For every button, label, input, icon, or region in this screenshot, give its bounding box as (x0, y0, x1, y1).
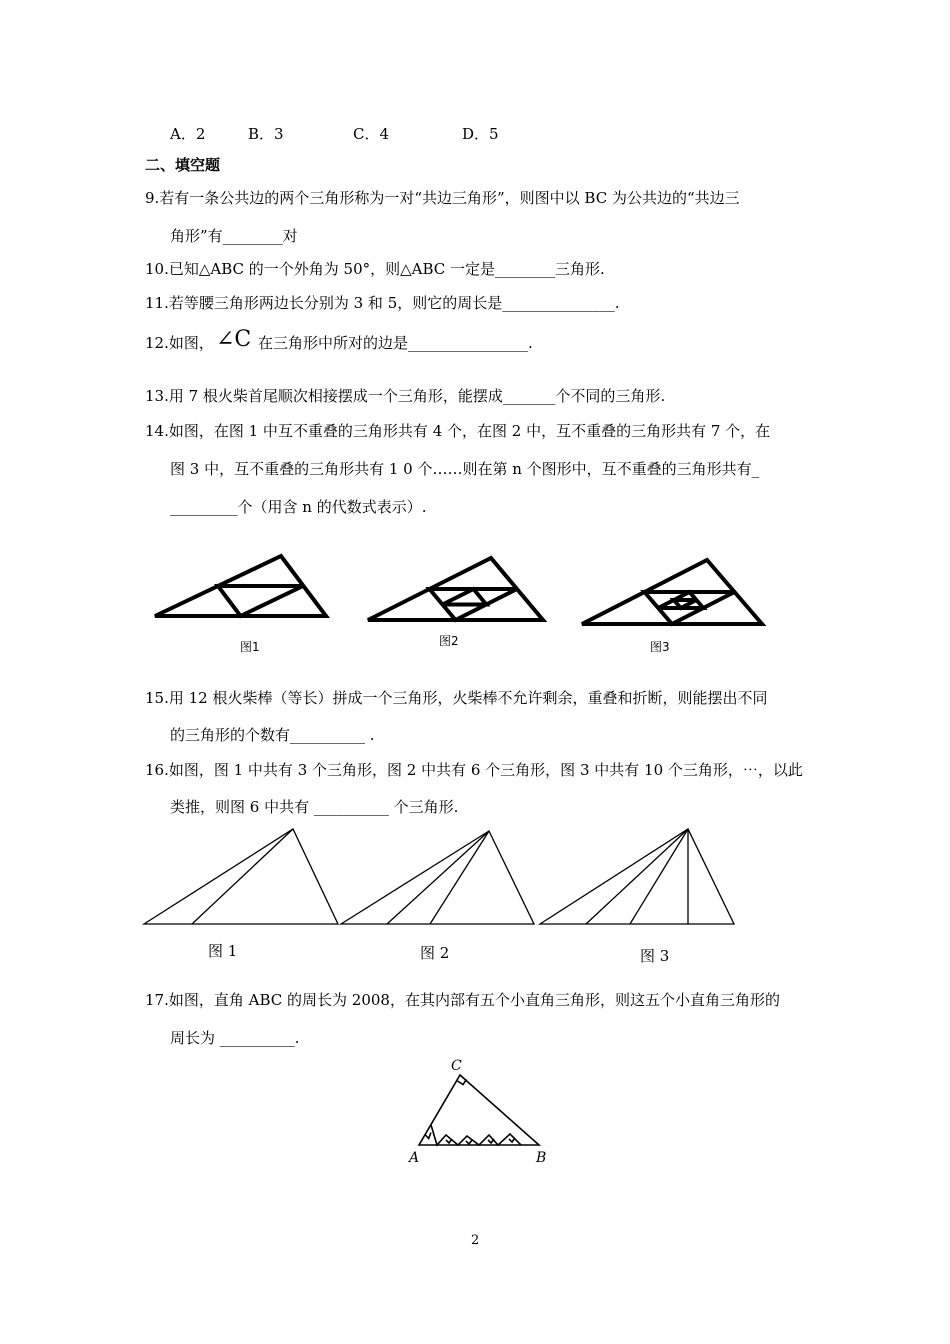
q10-text: 10.已知△ABC 的一个外角为 50°，则△ABC 一定是________三角形. (145, 260, 605, 278)
fan-fig1-caption: 图 1 (208, 942, 238, 960)
q14-line1: 14.如图，在图 1 中互不重叠的三角形共有 4 个，在图 2 中，互不重叠的三角形共有 7 个，在 (145, 422, 771, 440)
q14-line3: _________个（用含 n 的代数式表示）. (170, 498, 427, 516)
label-b: B (536, 1150, 547, 1166)
fig1-caption: 图1 (240, 640, 260, 654)
figure-3-triangles (582, 560, 762, 624)
option-a: A．2 (170, 125, 206, 143)
right-triangle-figure (400, 1050, 560, 1170)
fan-figure-2 (341, 831, 534, 924)
q17-line2: 周长为 __________. (170, 1029, 300, 1047)
nested-triangles-figures (145, 548, 775, 658)
figure-2-triangles (368, 558, 543, 620)
triangle-abc (419, 1075, 539, 1145)
label-a: A (409, 1150, 420, 1166)
fan-figure-1 (144, 829, 338, 924)
q14-line2: 图 3 中，互不重叠的三角形共有 1 0 个……则在第 n 个图形中，互不重叠的三角形共有_ (170, 460, 760, 478)
page-number: 2 (471, 1233, 480, 1248)
fan-figure-3 (540, 829, 734, 924)
angle-c-symbol: ∠C (216, 327, 252, 352)
fig3-caption: 图3 (650, 640, 670, 654)
q16-line1: 16.如图，图 1 中共有 3 个三角形，图 2 中共有 6 个三角形，图 3 中共有 10 个三角形，⋯，以此 (145, 761, 803, 779)
section-title: 二、填空题 (145, 156, 221, 174)
q12-suffix: 在三角形中所对的边是________________. (258, 334, 533, 352)
fig2-caption: 图2 (439, 634, 459, 648)
figure-1-triangles (155, 556, 326, 616)
q13-text: 13.用 7 根火柴首尾顺次相接摆成一个三角形，能摆成_______个不同的三角形. (145, 387, 666, 405)
q16-line2: 类推，则图 6 中共有 __________ 个三角形. (170, 798, 459, 816)
q12-prefix: 12.如图， (145, 334, 214, 352)
fan-fig3-caption: 图 3 (640, 947, 670, 965)
q11-text: 11.若等腰三角形两边长分别为 3 和 5，则它的周长是_______________. (145, 294, 620, 312)
q9-line2: 角形”有________对 (170, 227, 298, 245)
fan-triangles-figures (140, 825, 740, 970)
q17-line1: 17.如图，直角 ABC 的周长为 2008，在其内部有五个小直角三角形，则这五个小直角三角形的 (145, 991, 780, 1009)
option-b: B．3 (248, 125, 284, 143)
label-c: C (451, 1058, 462, 1074)
q15-line1: 15.用 12 根火柴棒（等长）拼成一个三角形，火柴棒不允许剩余，重叠和折断，则能摆出不同 (145, 689, 768, 707)
option-c: C．4 (353, 125, 390, 143)
fan-fig2-caption: 图 2 (420, 944, 450, 962)
q15-line2: 的三角形的个数有__________ . (170, 726, 375, 744)
option-d: D．5 (462, 125, 499, 143)
q9-line1: 9.若有一条公共边的两个三角形称为一对“共边三角形”，则图中以 BC 为公共边的“共边三 (145, 189, 740, 207)
